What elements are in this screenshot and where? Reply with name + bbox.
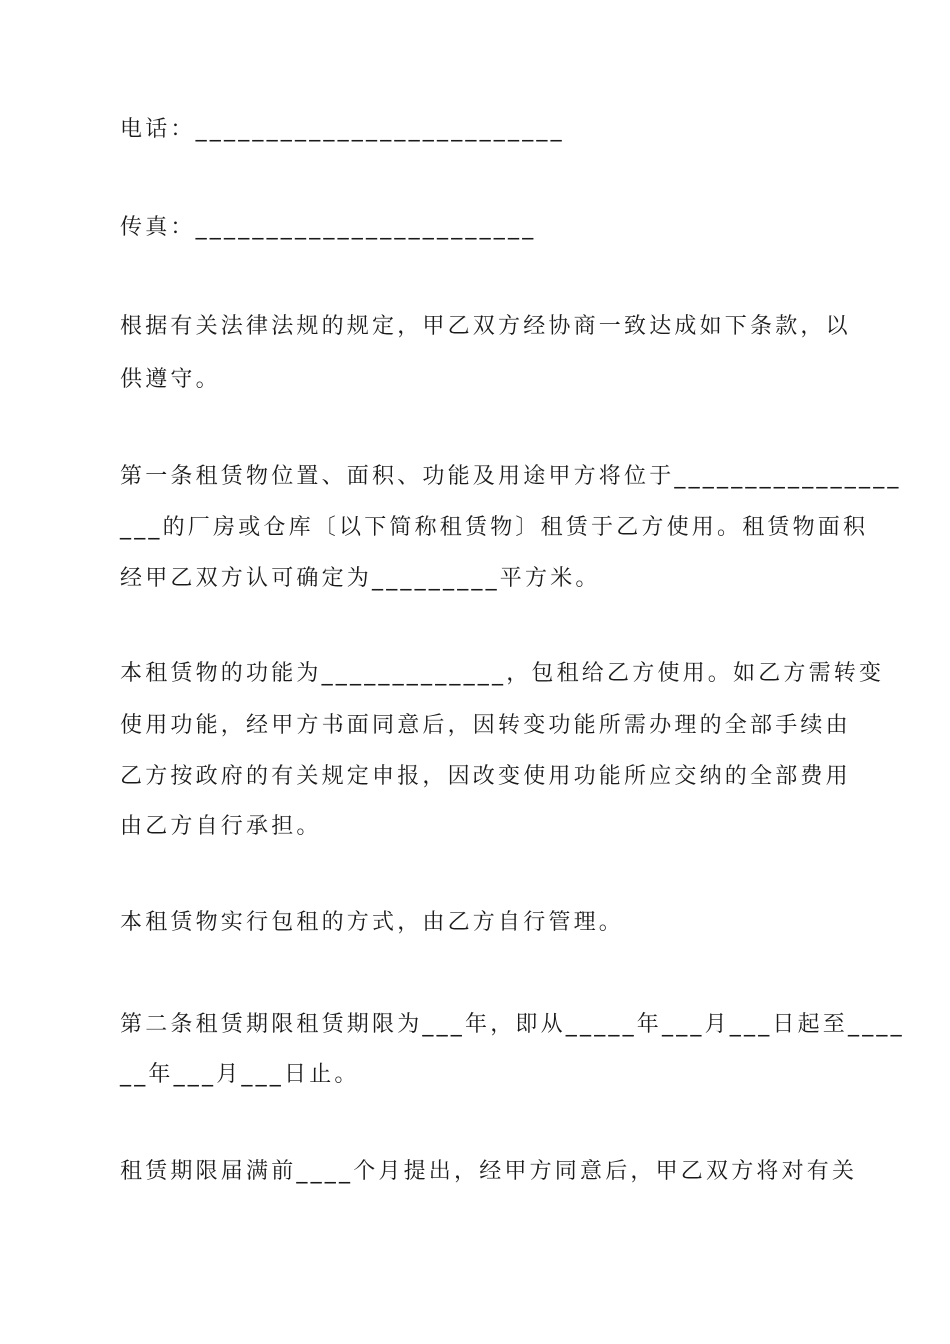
function-clause-line-4: 由乙方自行承担。 bbox=[120, 814, 322, 839]
renewal-line-1: 租赁期限届满前____个月提出，经甲方同意后，甲乙双方将对有关 bbox=[120, 1159, 858, 1184]
phone-field-line: 电话：__________________________ bbox=[120, 117, 565, 142]
lease-mode-line-1: 本租赁物实行包租的方式，由乙方自行管理。 bbox=[120, 910, 625, 935]
article2-line-1: 第二条租赁期限租赁期限为___年，即从_____年___月___日起至____ bbox=[120, 1012, 905, 1037]
function-clause-line-3: 乙方按政府的有关规定申报，因改变使用功能所应交纳的全部费用 bbox=[120, 764, 851, 789]
article2-line-2: __年___月___日止。 bbox=[120, 1062, 360, 1087]
intro-paragraph-line-2: 供遵守。 bbox=[120, 367, 221, 392]
article1-line-2: ___的厂房或仓库〔以下简称租赁物〕租赁于乙方使用。租赁物面积 bbox=[120, 515, 869, 540]
function-clause-line-1: 本租赁物的功能为_____________，包租给乙方使用。如乙方需转变 bbox=[120, 661, 885, 686]
article1-line-1: 第一条租赁物位置、面积、功能及用途甲方将位于________________ bbox=[120, 464, 902, 489]
intro-paragraph-line-1: 根据有关法律法规的规定，甲乙双方经协商一致达成如下条款，以 bbox=[120, 314, 851, 339]
fax-field-line: 传真：________________________ bbox=[120, 215, 537, 240]
function-clause-line-2: 使用功能，经甲方书面同意后，因转变功能所需办理的全部手续由 bbox=[120, 713, 851, 738]
article1-line-3: 经甲乙双方认可确定为_________平方米。 bbox=[120, 566, 601, 591]
